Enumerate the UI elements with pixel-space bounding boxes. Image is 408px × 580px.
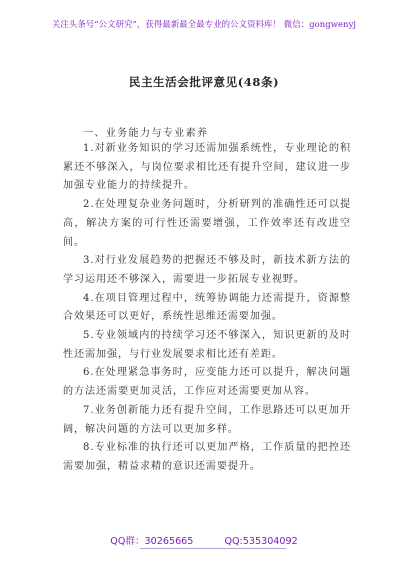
paragraph-item-6: 6.在处理紧急事务时，应变能力还可以提升，解决问题的方法还需要更加灵活，工作应对还需要更加从容。 — [63, 367, 351, 398]
header-banner[interactable]: 关注头条号“公文研究”，获得最新最全最专业的公文资料库！ 微信：gongwenyj — [51, 19, 357, 29]
paragraph-item-4: 4.在项目管理过程中，统筹协调能力还需提升，资源整合效果还可以更好，系统性思维还需要加强。 — [63, 292, 351, 323]
section-heading: 一、业务能力与专业素养 — [83, 128, 209, 139]
paragraph-item-7: 7.业务创新能力还有提升空间，工作思路还可以更加开阔，解决问题的方法可以更加多样。 — [63, 404, 351, 435]
paragraph-item-2: 2.在处理复杂业务问题时，分析研判的准确性还可以提高，解决方案的可行性还需要增强，工作效率还有改进空间。 — [63, 199, 351, 248]
qq-contact-link[interactable]: QQ:535304092 — [224, 536, 298, 547]
paragraph-item-5: 5.专业领域内的持续学习还不够深入，知识更新的及时性还需加强，与行业发展要求相比还有差距。 — [63, 330, 351, 360]
paragraph-item-8: 8.专业标准的执行还可以更加严格，工作质量的把控还需要加强，精益求精的意识还需要提升。 — [63, 442, 351, 472]
footer-contact — [0, 533, 408, 547]
footer-underline — [140, 548, 286, 549]
qq-group-link[interactable]: QQ群：30265665 — [110, 536, 194, 547]
document-title: 民主生活会批评意见(48条) — [128, 75, 280, 89]
paragraph-item-3: 3.对行业发展趋势的把握还不够及时，新技术新方法的学习运用还不够深入，需要进一步拓展专业视野。 — [63, 255, 351, 285]
document-body — [63, 140, 351, 477]
paragraph-item-1: 1.对新业务知识的学习还需加强系统性，专业理论的积累还不够深入，与岗位要求相比还有提升空间，建议进一步加强专业能力的持续提升。 — [63, 143, 351, 192]
